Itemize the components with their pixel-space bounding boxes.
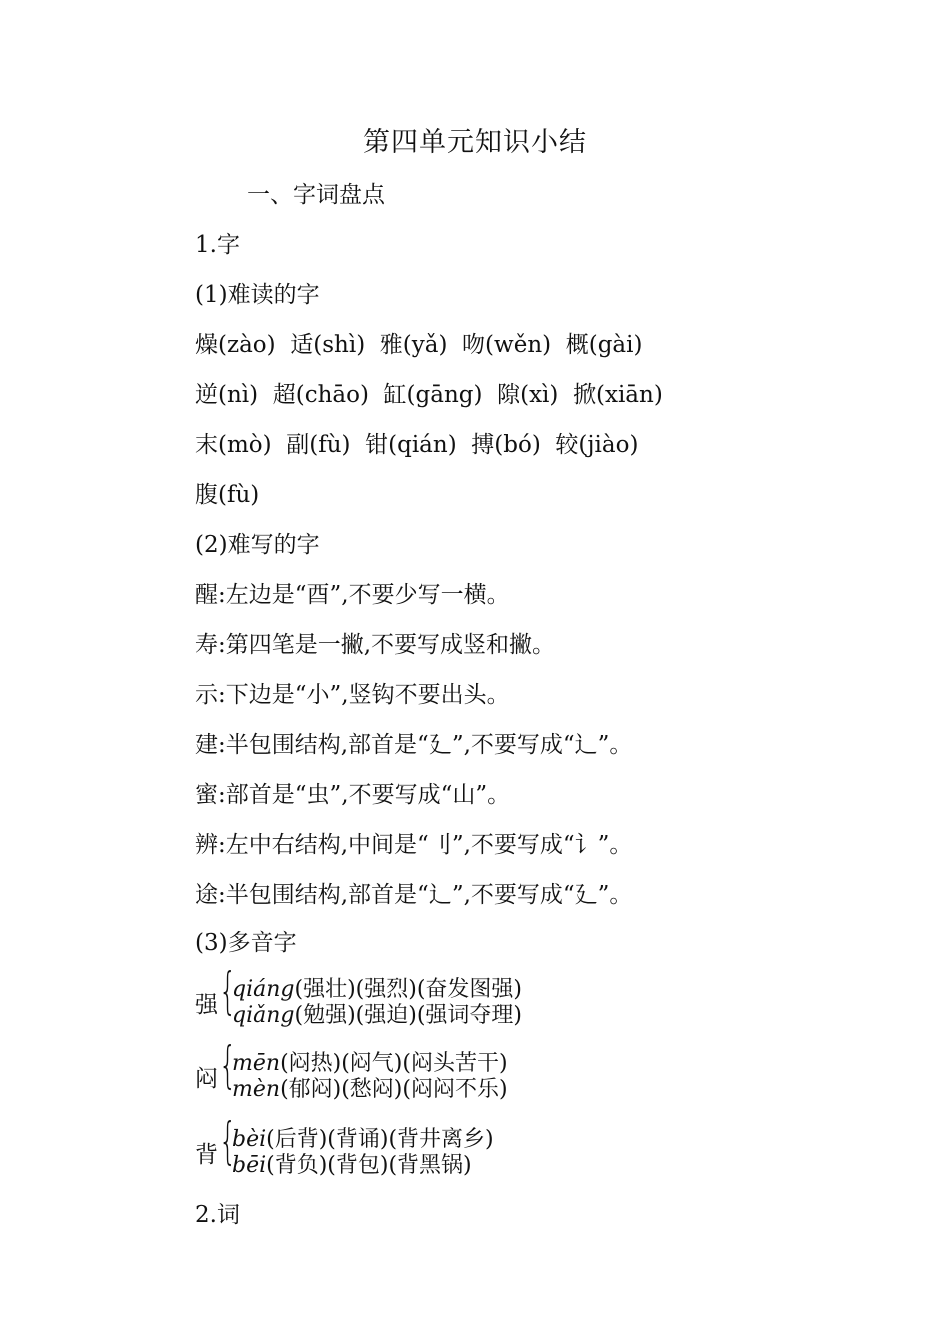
subsection-characters: 1.字 bbox=[195, 232, 240, 258]
subsection-words: 2.词 bbox=[195, 1202, 240, 1228]
brace: { bbox=[219, 1036, 237, 1094]
polyphonic-char: 强 bbox=[195, 992, 218, 1018]
polyphonic-item bbox=[195, 1036, 795, 1106]
example-words: (强壮)(强烈)(奋发图强) bbox=[294, 977, 522, 1002]
example-words: (后背)(背诵)(背井离乡) bbox=[266, 1127, 494, 1152]
hard-to-write-row: 蜜:部首是“虫”,不要写成“山”。 bbox=[195, 782, 511, 808]
pinyin: qiáng bbox=[232, 977, 295, 1002]
example-words: (闷热)(闷气)(闷头苦干) bbox=[280, 1051, 508, 1076]
pinyin: qiǎng bbox=[232, 1003, 295, 1028]
example-words: (勉强)(强迫)(强词夺理) bbox=[294, 1003, 522, 1028]
hard-to-write-row: 示:下边是“小”,竖钩不要出头。 bbox=[195, 682, 510, 708]
polyphonic-char: 背 bbox=[195, 1142, 218, 1168]
page-title: 第四单元知识小结 bbox=[363, 127, 587, 158]
hard-to-write-row: 寿:第四笔是一撇,不要写成竖和撇。 bbox=[195, 632, 556, 658]
pinyin: bēi bbox=[232, 1153, 267, 1178]
pinyin: mēn bbox=[232, 1051, 281, 1076]
hard-to-write-row: 醒:左边是“酉”,不要少写一横。 bbox=[195, 582, 510, 608]
example-words: (郁闷)(愁闷)(闷闷不乐) bbox=[280, 1077, 508, 1102]
hard-to-read-row: 腹(fù) bbox=[195, 482, 260, 508]
pinyin: bèi bbox=[232, 1127, 267, 1152]
reading-row bbox=[232, 998, 522, 1029]
brace: { bbox=[219, 1112, 237, 1170]
hard-to-write-heading: (2)难写的字 bbox=[195, 532, 320, 558]
hard-to-read-row: 燥(zào) 适(shì) 雅(yǎ) 吻(wěn) 概(gài) bbox=[195, 332, 643, 358]
polyphonic-char: 闷 bbox=[195, 1066, 218, 1092]
polyphonic-item bbox=[195, 1112, 795, 1182]
section-heading: 一、字词盘点 bbox=[247, 182, 385, 208]
pinyin: mèn bbox=[232, 1077, 281, 1102]
hard-to-read-heading: (1)难读的字 bbox=[195, 282, 320, 308]
reading-row bbox=[232, 1148, 472, 1179]
polyphonic-heading: (3)多音字 bbox=[195, 930, 297, 956]
example-words: (背负)(背包)(背黑锅) bbox=[266, 1153, 472, 1178]
hard-to-read-row: 逆(nì) 超(chāo) 缸(gāng) 隙(xì) 掀(xiān) bbox=[195, 382, 663, 408]
polyphonic-item bbox=[195, 962, 795, 1032]
reading-row bbox=[232, 1072, 508, 1103]
hard-to-write-row: 建:半包围结构,部首是“廴”,不要写成“辶”。 bbox=[195, 732, 633, 758]
hard-to-write-row: 辨:左中右结构,中间是“刂”,不要写成“讠”。 bbox=[195, 832, 633, 858]
brace: { bbox=[219, 962, 237, 1020]
hard-to-read-row: 末(mò) 副(fù) 钳(qián) 搏(bó) 较(jiào) bbox=[195, 432, 639, 458]
hard-to-write-row: 途:半包围结构,部首是“辶”,不要写成“廴”。 bbox=[195, 882, 633, 908]
